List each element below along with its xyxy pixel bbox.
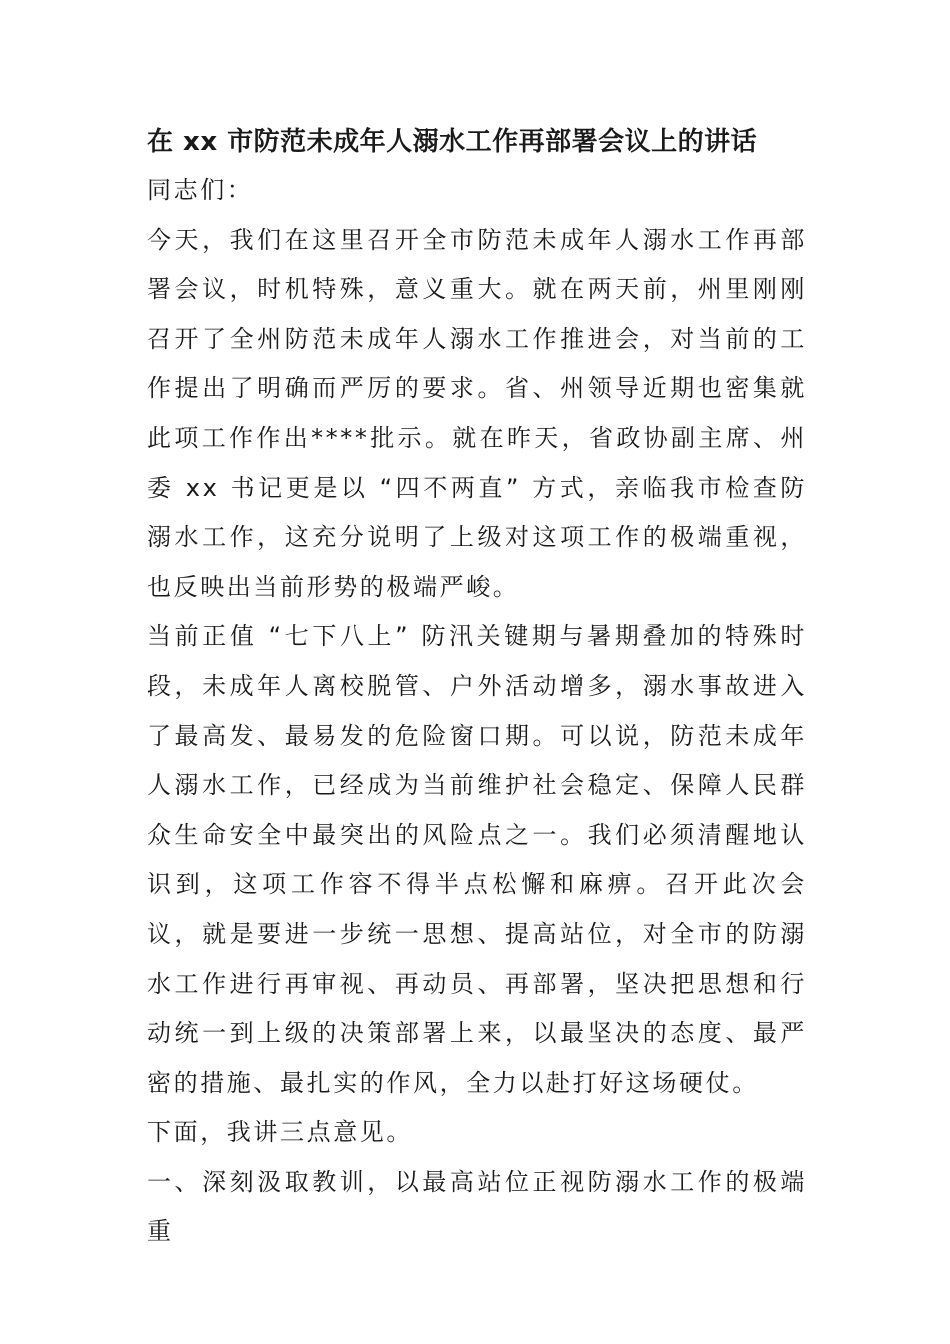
document-title: 在 xx 市防范未成年人溺水工作再部署会议上的讲话 — [147, 127, 758, 157]
section-heading-one: 一、深刻汲取教训，以最高站位正视防溺水工作的极端重 — [147, 1167, 807, 1246]
document-body — [147, 118, 807, 1257]
salutation: 同志们： — [147, 176, 254, 204]
paragraph-situation: 当前正值 “七下八上” 防汛关键期与暑期叠加的特殊时段，未成年人离校脱管、户外活动增多，溺水事故进入了最高发、最易发的危险窗口期。可以说，防范未成年人溺水工作，已经成为当前维护社会稳定、保障人民群众生命安全中最突出的风险点之一。我们必须清醒地认识到，这项工作容不得半点松懈和麻痹。召开此次会议，就是要进一步统一思想、提高站位，对全市的防溺水工作进行再审视、再动员、再部署，坚决把思想和行动统一到上级的决策部署上来，以最坚决的态度、最严密的措施、最扎实的作风，全力以赴打好这场硬仗。 — [147, 622, 807, 1097]
paragraph-transition: 下面，我讲三点意见。 — [147, 1118, 413, 1147]
paragraph-opening: 今天，我们在这里召开全市防范未成年人溺水工作再部署会议，时机特殊，意义重大。就在两天前，州里刚刚召开了全州防范未成年人溺水工作推进会，对当前的工作提出了明确而严厉的要求。省、州领导近期也密集就此项工作作出****批示。就在昨天，省政协副主席、州委 xx 书记更是以 “四不两直” 方式，亲临我市检查防溺水工作，这充分说明了上级对这项工作的极端重视，也反映出当前形势的极端严峻。 — [147, 225, 807, 601]
